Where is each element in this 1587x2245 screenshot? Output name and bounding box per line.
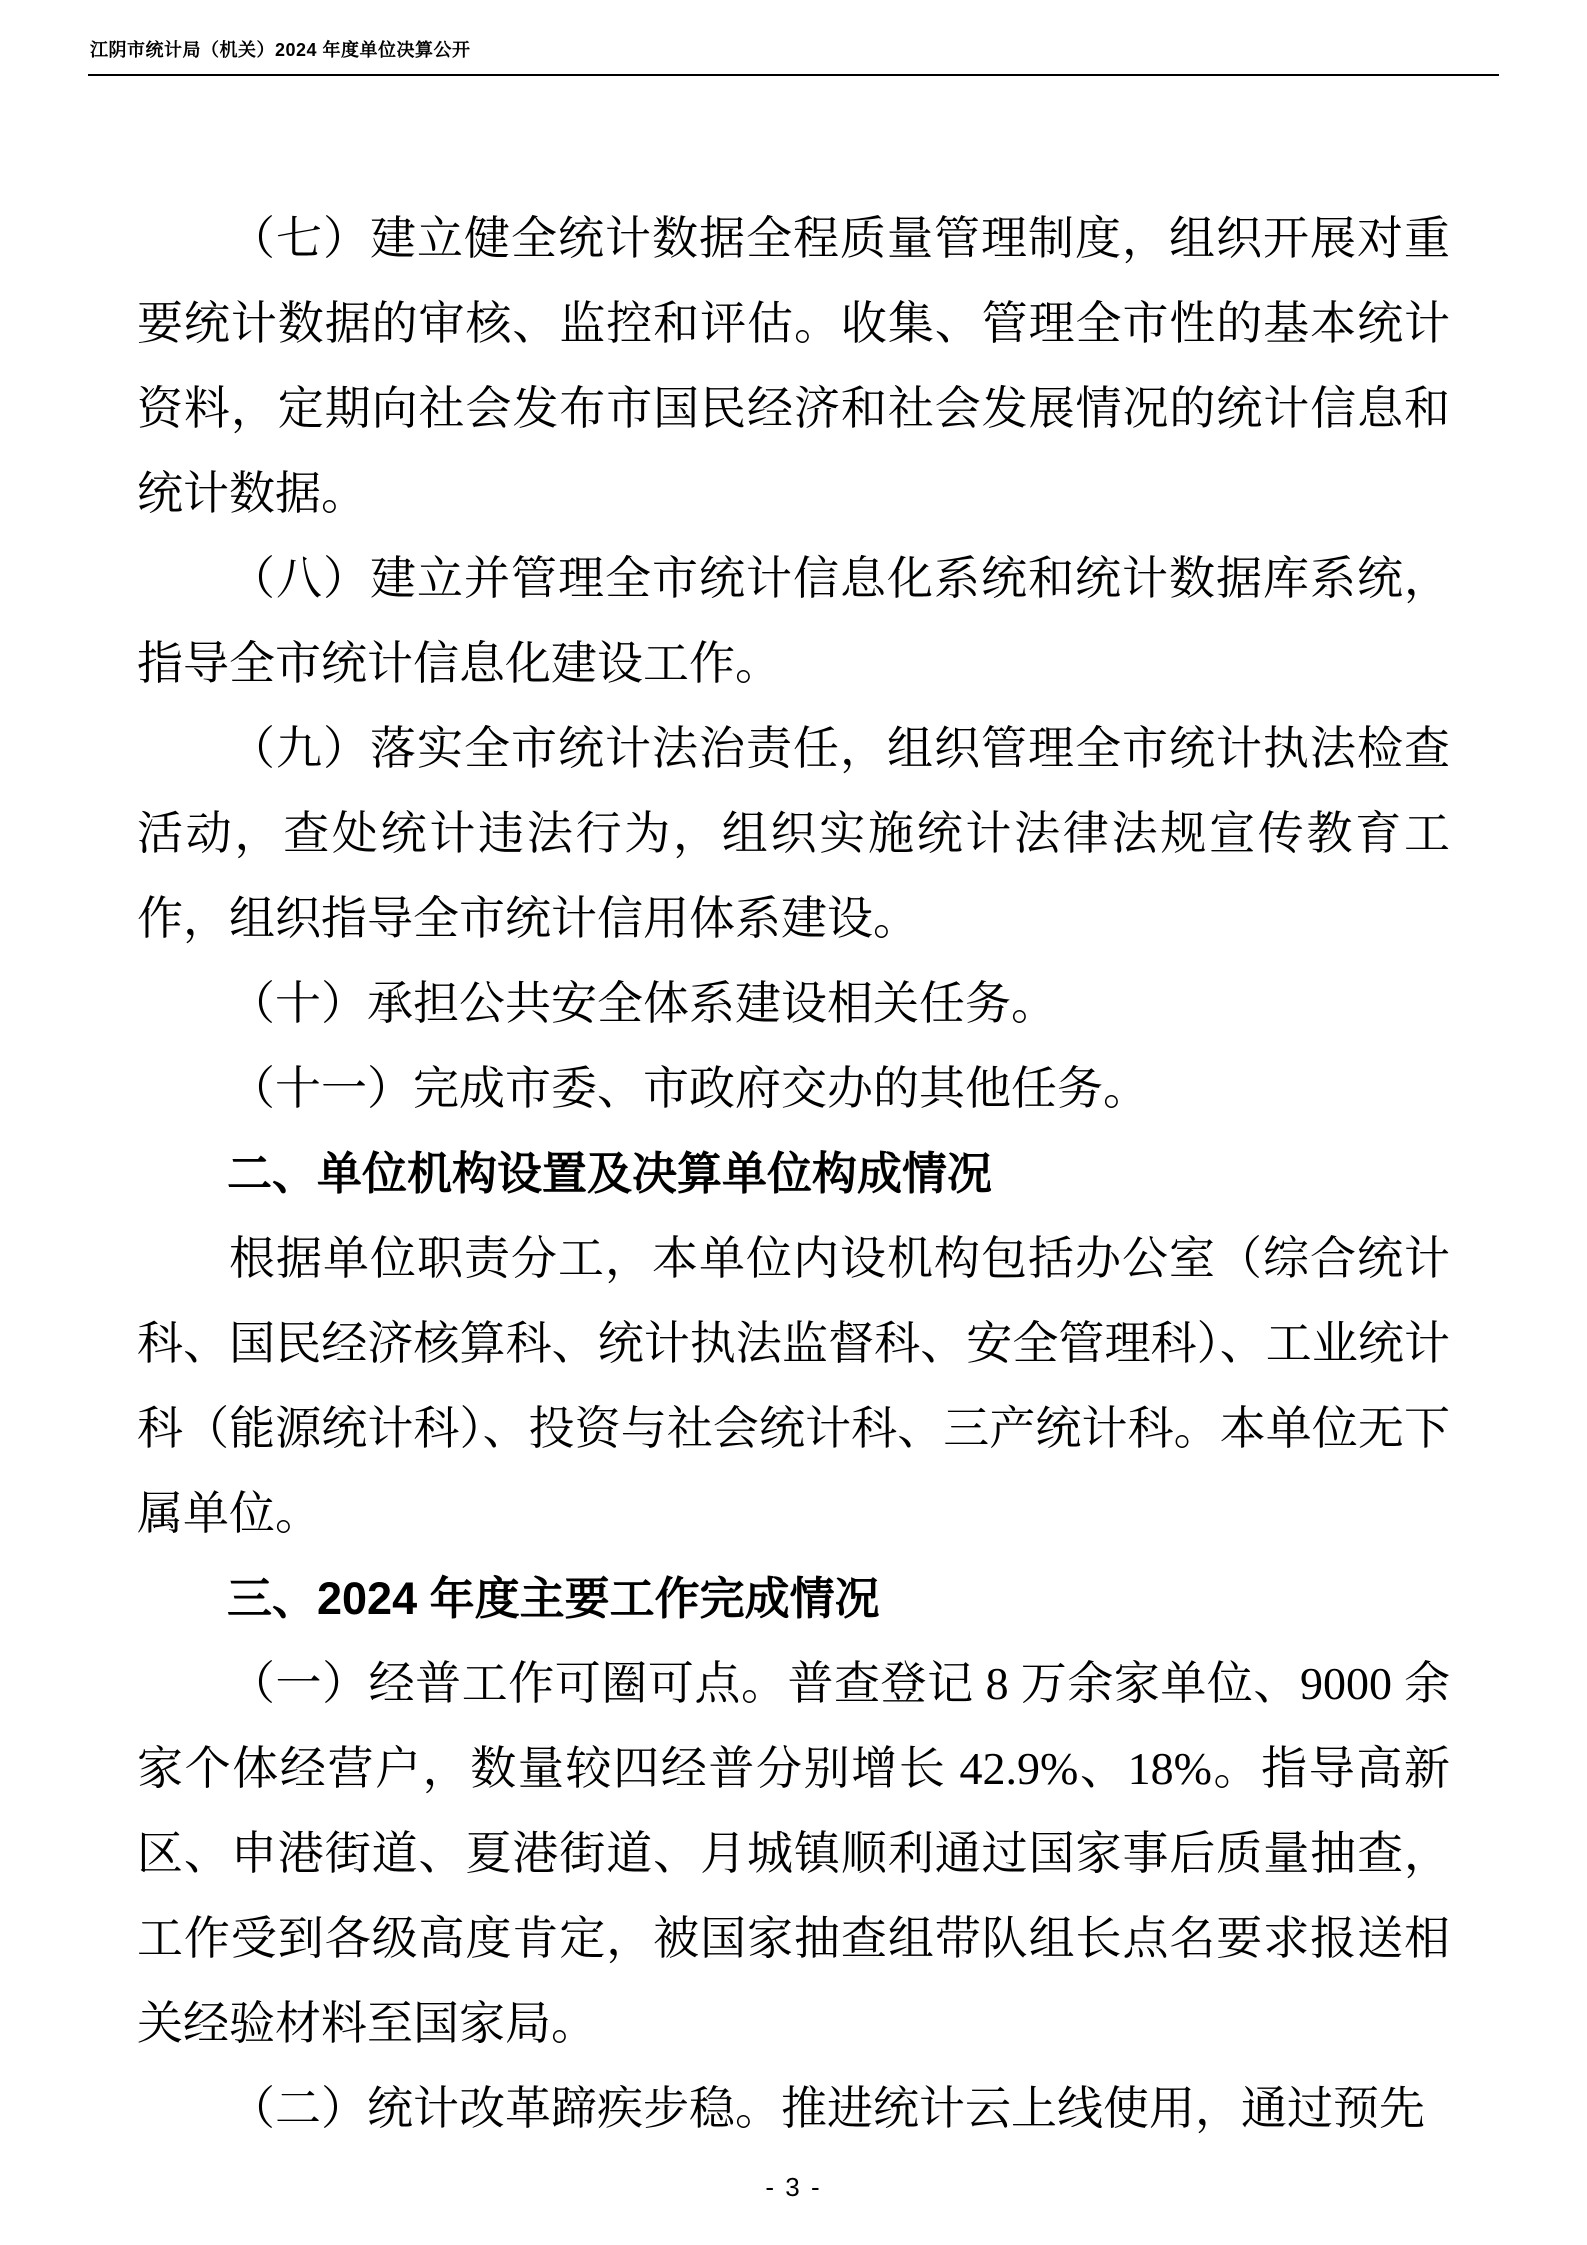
paragraph-duty-11: （十一）完成市委、市政府交办的其他任务。 xyxy=(229,1063,1149,1114)
paragraph-work-2: （二）统计改革蹄疾步稳。推进统计云上线使用，通过预先 xyxy=(229,2083,1425,2134)
paragraph-duty-7: （七）建立健全统计数据全程质量管理制度，组织开展对重要统计数据的审核、监控和评估。收集、管理全市性的基本统计资料，定期向社会发布市国民经济和社会发展情况的统计信息和统计数据。 xyxy=(137,213,1450,519)
paragraph-duty-9: （九）落实全市统计法治责任，组织管理全市统计执法检查活动，查处统计违法行为，组织实施统计法律法规宣传教育工作，组织指导全市统计信用体系建设。 xyxy=(137,723,1450,944)
paragraph-work-1: （一）经普工作可圈可点。普查登记 8 万余家单位、9000 余家个体经营户，数量较四经普分别增长 42.9%、18%。指导高新区、申港街道、夏港街道、月城镇顺利通过国家事后质量抽查，工作受到各级高度肯定，被国家抽查组带队组长点名要求报送相关经验材料至国家局。 xyxy=(137,1658,1450,2049)
paragraph-duty-10: （十）承担公共安全体系建设相关任务。 xyxy=(229,978,1057,1029)
paragraph-org-structure: 根据单位职责分工，本单位内设机构包括办公室（综合统计科、国民经济核算科、统计执法监督科、安全管理科）、工业统计科（能源统计科）、投资与社会统计科、三产统计科。本单位无下属单位。 xyxy=(137,1233,1450,1539)
paragraph-duty-8: （八）建立并管理全市统计信息化系统和统计数据库系统，指导全市统计信息化建设工作。 xyxy=(137,553,1450,689)
section-heading-2024-work: 三、2024 年度主要工作完成情况 xyxy=(227,1573,880,1624)
page-number: - 3 - xyxy=(765,2172,822,2202)
document-body xyxy=(137,196,1450,2151)
document-header-title: 江阴市统计局（机关）2024 年度单位决算公开 xyxy=(90,40,471,60)
document-footer xyxy=(0,2172,1587,2203)
section-heading-org-structure: 二、单位机构设置及决算单位构成情况 xyxy=(227,1148,993,1199)
document-header xyxy=(88,40,1499,76)
